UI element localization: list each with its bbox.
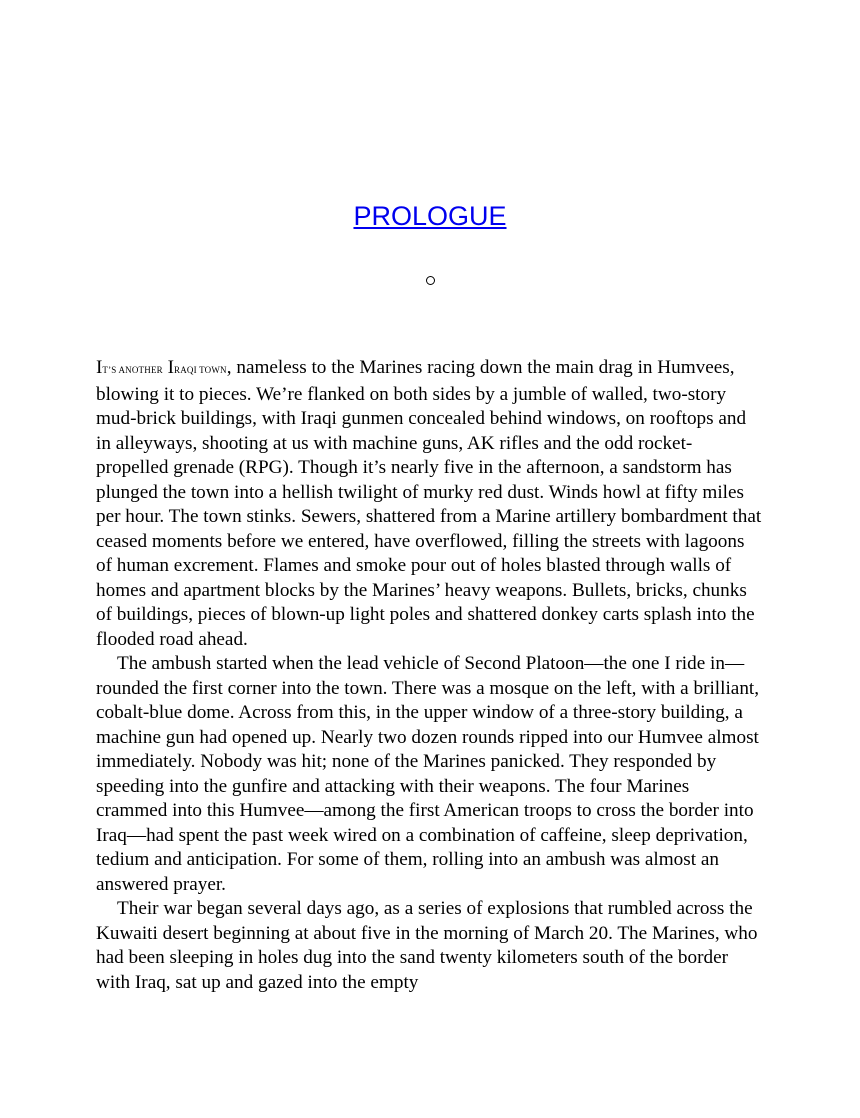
- smallcaps-rest-2: RAQI TOWN: [174, 365, 227, 375]
- paragraph: Their war began several days ago, as a series of explosions that rumbled across the Kuwaiti desert beginning at about five in the morning of March 20. The Marines, who had been sleeping in holes dug into the sand twenty kilometers south of the border with Iraq, sat up and gazed into the empty: [96, 898, 758, 993]
- smallcaps-rest-1: T’S ANOTHER: [102, 365, 163, 375]
- opening-paragraph: [96, 356, 763, 652]
- smallcaps-initial-1: I: [96, 357, 103, 378]
- opening-paragraph-text: , nameless to the Marines racing down the main drag in Humvees, blowing it to pieces. We’re flanked on both sides by a jumble of walled, two-story mud-brick buildings, with Iraqi gunmen concealed behind windows, on rooftops and in alleyways, shooting at us with machine guns, AK rifles and the odd rocket-propelled grenade (RPG). Though it’s nearly five in the afternoon, a sandstorm has plunged the town into a hellish twilight of murky red dust. Winds howl at fifty miles per hour. The town stinks. Sewers, shattered from a Marine artillery bombardment that ceased moments before we entered, have overflowed, filling the streets with lagoons of human excrement. Flames and smoke pour out of holes blasted through walls of homes and apartment blocks by the Marines’ heavy weapons. Bullets, bricks, chunks of buildings, pieces of blown-up light poles and shattered donkey carts splash into the flooded road ahead.: [96, 357, 762, 650]
- chapter-body: [96, 356, 763, 995]
- chapter-ornament: [0, 266, 860, 290]
- paragraph: The ambush started when the lead vehicle of Second Platoon—the one I ride in—rounded the first corner into the town. There was a mosque on the left, with a brilliant, cobalt-blue dome. Across from this, in the upper window of a three-story building, a machine gun had opened up. Nearly two dozen rounds ripped into our Humvee almost immediately. Nobody was hit; none of the Marines panicked. They responded by speeding into the gunfire and attacking with their weapons. The four Marines crammed into this Humvee—among the first American troops to cross the border into Iraq—had spent the past week wired on a combination of caffeine, sleep deprivation, tedium and anticipation. For some of them, rolling into an ambush was almost an answered prayer.: [96, 653, 760, 895]
- chapter-title-link[interactable]: PROLOGUE: [353, 201, 507, 231]
- smallcaps-initial-2: I: [167, 357, 175, 378]
- chapter-heading: [0, 199, 860, 233]
- ornament-circle-icon: [426, 276, 435, 285]
